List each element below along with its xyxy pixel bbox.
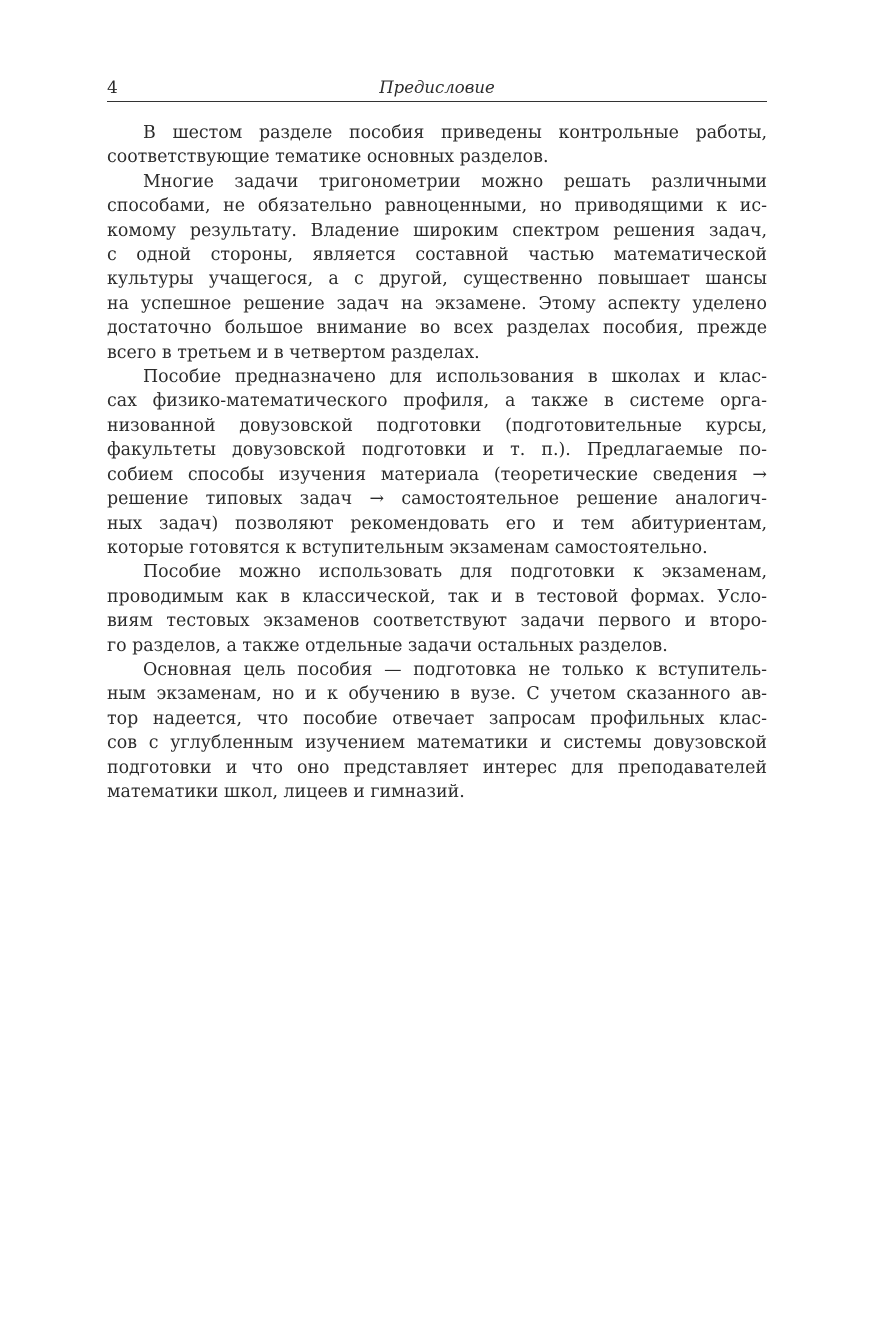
text-line: всего в третьем и в четвертом разделах. (107, 342, 480, 363)
text-line: проводимым как в классической, так и в тестовой формах. Усло- (107, 586, 767, 607)
text-line: ных задач) позволяют рекомендовать его и тем абитуриентам, (107, 513, 767, 534)
text-line: го разделов, а также отдельные задачи остальных разделов. (107, 635, 668, 656)
text-line: подготовки и что оно представляет интерес для преподавателей (107, 757, 767, 778)
text-line: факультеты довузовской подготовки и т. п.). Предлагаемые по- (107, 440, 767, 461)
text-line: Многие задачи тригонометрии можно решать различными (143, 171, 767, 192)
text-line: решение типовых задач → самостоятельное решение аналогич- (107, 489, 767, 510)
text-line: культуры учащегося, а с другой, существенно повышает шансы (107, 269, 767, 290)
text-line: тор надеется, что пособие отвечает запросам профильных клас- (107, 708, 767, 729)
text-line: которые готовятся к вступительным экзаменам самостоятельно. (107, 537, 708, 558)
page-number: 4 (107, 78, 118, 98)
paragraph (107, 658, 767, 804)
running-title: Предисловие (379, 78, 495, 97)
text-line: сов с углубленным изучением математики и системы довузовской (107, 733, 767, 754)
text-line: Пособие предназначено для использования в школах и клас- (143, 367, 767, 388)
text-line: на успешное решение задач на экзамене. Этому аспекту уделено (107, 293, 767, 314)
text-line: Основная цель пособия — подготовка не только к вступитель- (143, 659, 767, 680)
paragraph (107, 170, 767, 365)
preface-body (107, 121, 767, 804)
text-line: собием способы изучения материала (теоретические сведения → (107, 464, 767, 485)
text-line: Пособие можно использовать для подготовки к экзаменам, (143, 562, 767, 583)
text-line: виям тестовых экзаменов соответствуют задачи первого и второ- (107, 611, 767, 632)
text-line: ным экзаменам, но и к обучению в вузе. С учетом сказанного ав- (107, 684, 767, 705)
text-line: сах физико-математического профиля, а также в системе орга- (107, 391, 767, 412)
text-line: В шестом разделе пособия приведены контрольные работы, (143, 123, 767, 143)
running-header (107, 77, 767, 102)
text-line: соответствующие тематике основных разделов. (107, 147, 549, 168)
paragraph (107, 560, 767, 658)
text-line: достаточно большое внимание во всех разделах пособия, прежде (107, 318, 767, 339)
text-line: с одной стороны, является составной частью математической (107, 245, 767, 266)
text-line: низованной довузовской подготовки (подготовительные курсы, (107, 415, 767, 436)
text-line: способами, не обязательно равноценными, но приводящими к ис- (107, 196, 767, 217)
text-line: математики школ, лицеев и гимназий. (107, 781, 465, 802)
text-line: комому результату. Владение широким спектром решения задач, (107, 220, 767, 241)
paragraph (107, 121, 767, 170)
paragraph (107, 365, 767, 560)
